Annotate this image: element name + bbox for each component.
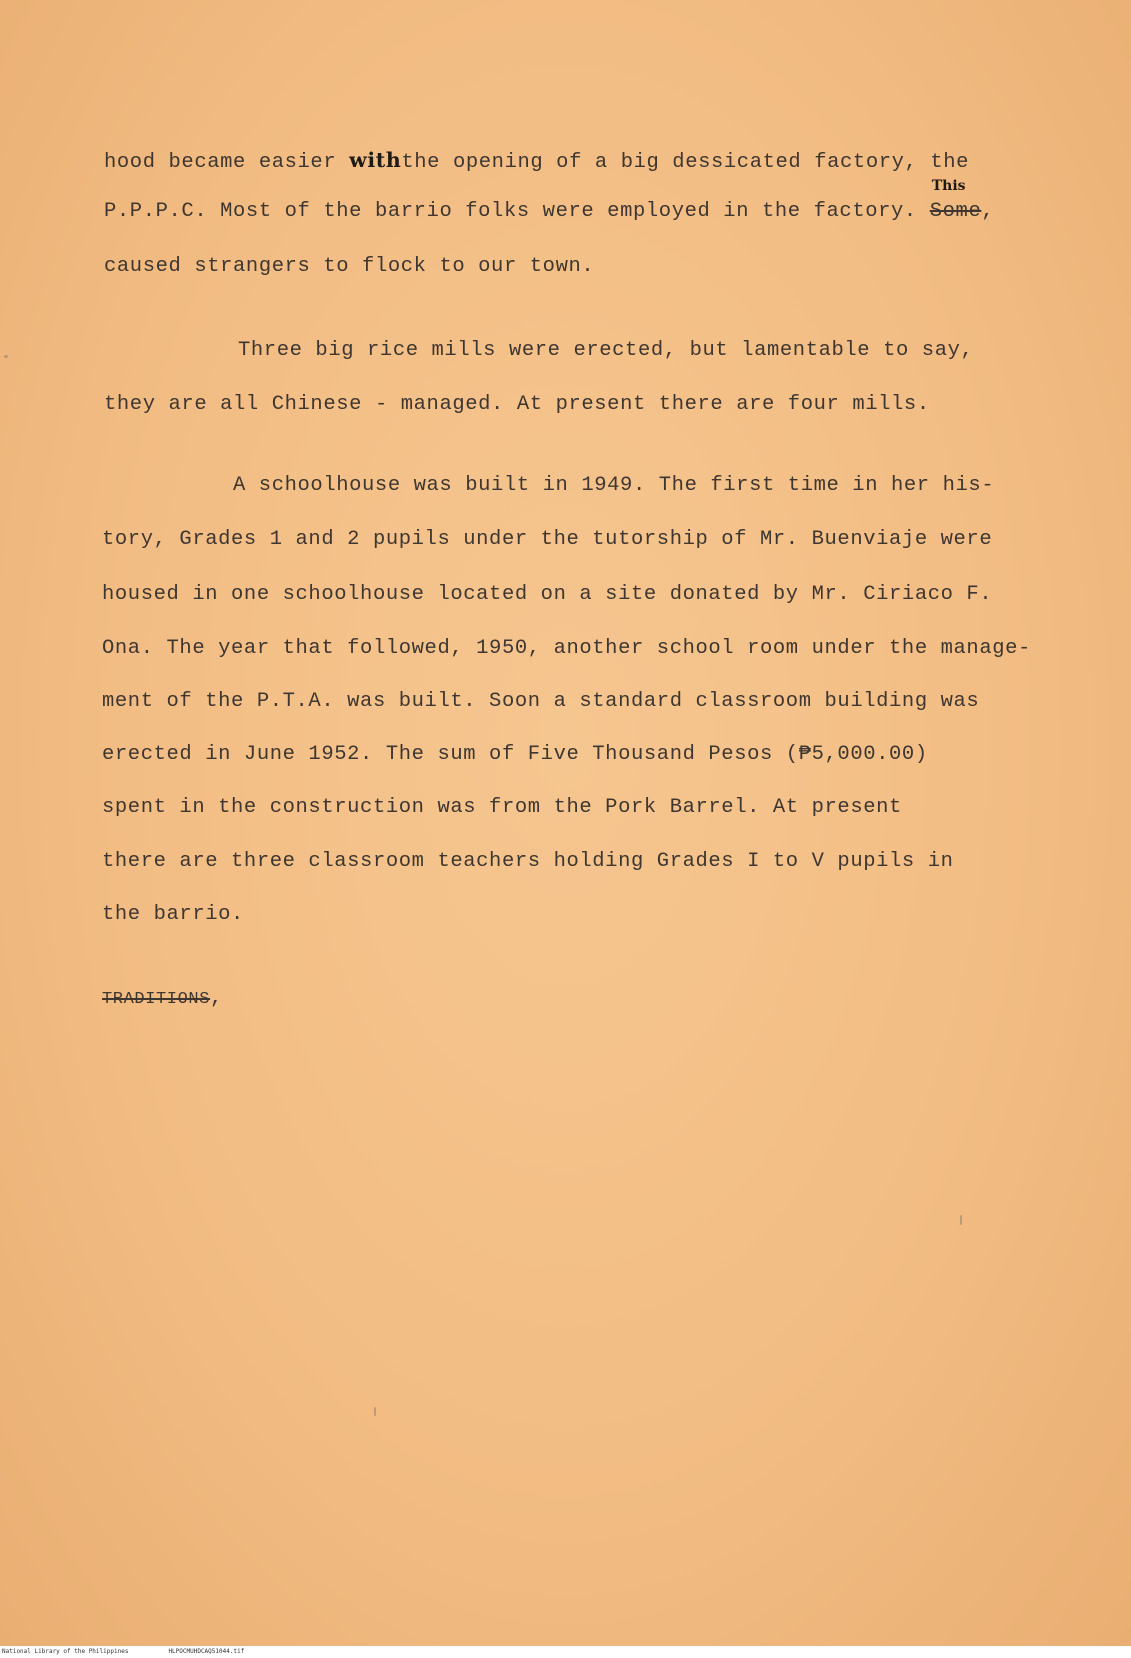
scan-footer [0, 1646, 1131, 1658]
text-segment: the opening of a big dessicated factory, the [401, 151, 970, 174]
text-segment: , [210, 987, 223, 1010]
text-line [104, 178, 995, 223]
text-line: Ona. The year that followed, 1950, another school room under the manage- [102, 637, 1031, 660]
struck-word: Some [929, 200, 982, 223]
text-line: spent in the construction was from the Pork Barrel. At present [102, 796, 902, 819]
handwritten-correction: with [349, 148, 402, 172]
margin-mark [374, 1407, 376, 1416]
text-line: A schoolhouse was built in 1949. The first time in her his- [233, 474, 995, 497]
text-line: housed in one schoolhouse located on a site donated by Mr. Ciriaco F. [102, 583, 993, 606]
text-line: erected in June 1952. The sum of Five Thousand Pesos (₱5,000.00) [102, 743, 928, 766]
text-line: the barrio. [102, 903, 244, 926]
text-segment: , [981, 200, 995, 223]
text-line [104, 148, 969, 174]
text-segment: hood became easier [104, 151, 350, 174]
handwritten-insertion: This [931, 178, 966, 194]
text-line: there are three classroom teachers holding Grades I to V pupils in [102, 850, 954, 873]
margin-mark [960, 1215, 962, 1225]
library-name: National Library of the Philippines [2, 1648, 129, 1655]
text-line: caused strangers to flock to our town. [104, 255, 595, 278]
text-line [102, 987, 223, 1010]
file-name: HLPOCMUHDCAQ51044.tif [168, 1648, 245, 1655]
text-line: Three big rice mills were erected, but lamentable to say, [238, 339, 974, 362]
text-line: ment of the P.T.A. was built. Soon a standard classroom building was [102, 690, 980, 713]
text-line: tory, Grades 1 and 2 pupils under the tutorship of Mr. Buenviaje were [102, 528, 993, 551]
text-segment: P.P.P.C. Most of the barrio folks were employed in the factory. [104, 200, 930, 223]
text-line: they are all Chinese - managed. At present there are four mills. [104, 393, 930, 416]
struck-heading: TRADITIONS [102, 990, 211, 1009]
